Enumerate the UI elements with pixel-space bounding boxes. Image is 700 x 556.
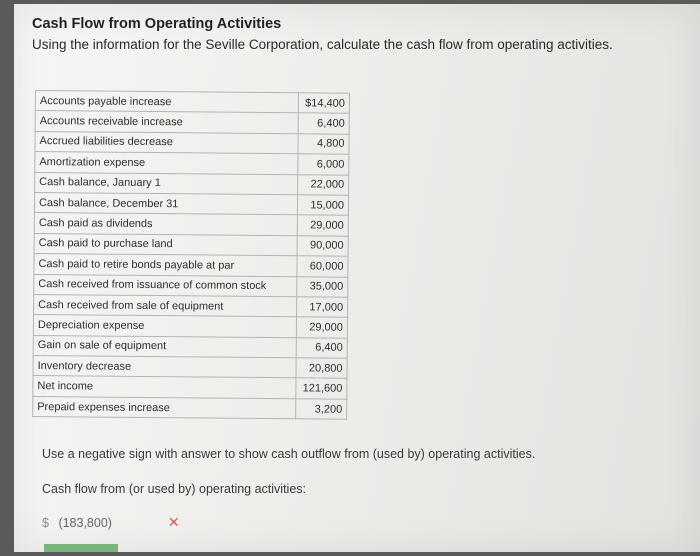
- page-subtitle: Using the information for the Seville Corporation, calculate the cash flow from operating activities.: [32, 37, 613, 52]
- row-value: 121,600: [296, 378, 347, 399]
- row-label: Prepaid expenses increase: [33, 396, 296, 419]
- table-row: [34, 233, 348, 256]
- row-label: Cash paid as dividends: [34, 213, 297, 236]
- row-value: 6,400: [296, 337, 347, 358]
- row-label: Cash paid to retire bonds payable at par: [34, 254, 297, 277]
- row-value: 20,800: [296, 358, 347, 379]
- row-value: 22,000: [298, 174, 349, 195]
- row-label: Cash paid to purchase land: [34, 233, 297, 256]
- table-row: [33, 356, 347, 379]
- row-label: Net income: [33, 376, 296, 399]
- question-panel: [14, 4, 700, 552]
- table-row: [34, 294, 348, 317]
- answer-label: Cash flow from (or used by) operating activities:: [42, 482, 306, 496]
- row-value: 4,800: [298, 134, 349, 155]
- answer-input[interactable]: (183,800): [58, 516, 112, 530]
- row-value: $14,400: [298, 93, 349, 114]
- table-row: [35, 111, 349, 134]
- row-value: 29,000: [296, 317, 347, 338]
- table-row: [34, 254, 348, 277]
- row-value: 90,000: [297, 236, 348, 257]
- row-value: 3,200: [296, 399, 347, 420]
- row-label: Cash balance, January 1: [35, 172, 298, 195]
- row-value: 17,000: [297, 297, 348, 318]
- row-label: Gain on sale of equipment: [33, 335, 296, 358]
- table-row: [35, 152, 349, 175]
- instruction-text: Use a negative sign with answer to show cash outflow from (used by) operating activities.: [42, 447, 536, 461]
- table-row: [34, 192, 348, 215]
- table-row: [35, 172, 349, 195]
- data-table: [32, 90, 350, 420]
- row-label: Inventory decrease: [33, 356, 296, 379]
- row-label: Accounts receivable increase: [35, 111, 298, 134]
- row-label: Accrued liabilities decrease: [35, 131, 298, 154]
- row-label: Depreciation expense: [33, 315, 296, 338]
- answer-row: [42, 514, 180, 531]
- row-label: Accounts payable increase: [35, 91, 298, 114]
- row-value: 6,400: [298, 113, 349, 134]
- row-value: 35,000: [297, 276, 348, 297]
- table-row: [35, 131, 349, 154]
- table-row: [34, 213, 348, 236]
- row-label: Amortization expense: [35, 152, 298, 175]
- submit-button-edge[interactable]: [44, 544, 118, 552]
- x-mark-icon: ✕: [167, 514, 180, 530]
- page-title: Cash Flow from Operating Activities: [32, 16, 282, 32]
- table-row: [34, 274, 348, 297]
- row-value: 6,000: [298, 154, 349, 175]
- row-value: 60,000: [297, 256, 348, 277]
- row-label: Cash received from issuance of common stock: [34, 274, 297, 297]
- table-row: [33, 335, 347, 358]
- row-value: 15,000: [297, 195, 348, 216]
- table-row: [35, 91, 349, 114]
- currency-symbol: $: [42, 516, 49, 530]
- row-label: Cash received from sale of equipment: [34, 294, 297, 317]
- row-value: 29,000: [297, 215, 348, 236]
- table-row: [33, 315, 347, 338]
- table-row: [33, 396, 347, 419]
- row-label: Cash balance, December 31: [34, 192, 297, 215]
- table-row: [33, 376, 347, 399]
